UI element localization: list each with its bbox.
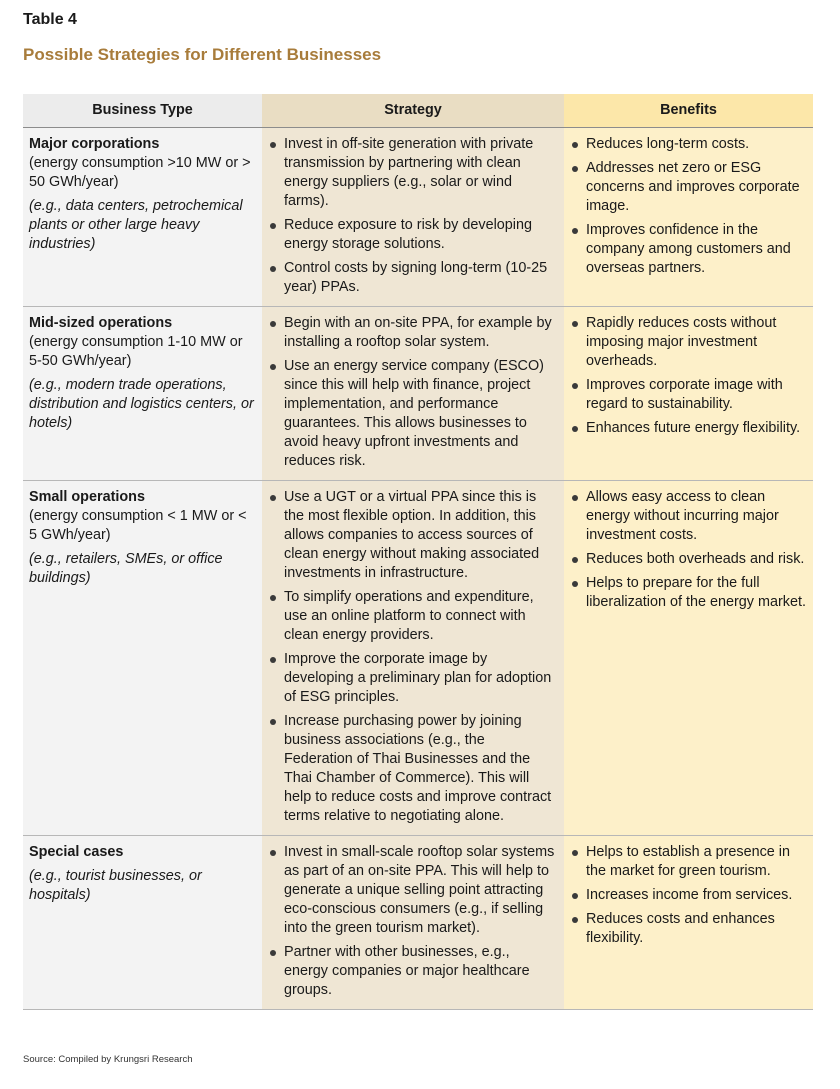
table-row	[23, 836, 813, 1010]
benefits-cell	[564, 836, 813, 1010]
strategy-list	[268, 488, 556, 826]
list-item	[570, 376, 809, 414]
bullet-icon	[270, 142, 276, 148]
strategy-text: Invest in small-scale rooftop solar systems as part of an on-site PPA. This will help to generate a unique selling point attracting eco-conscious consumers (e.g., if selling into the green tourism market).	[284, 844, 555, 936]
benefits-cell	[564, 128, 813, 307]
benefits-list	[570, 135, 809, 278]
strategy-text: Improve the corporate image by developing a preliminary plan for adoption of ESG principles.	[284, 651, 552, 705]
list-item	[268, 488, 556, 583]
bullet-icon	[270, 364, 276, 370]
strategy-text: Invest in off-site generation with private transmission by partnering with clean energy suppliers (e.g., solar or wind farms).	[284, 136, 534, 209]
benefits-cell	[564, 481, 813, 836]
list-item	[570, 550, 809, 569]
business-range: (energy consumption >10 MW or > 50 GWh/year)	[29, 155, 251, 190]
business-type-cell	[23, 128, 262, 307]
header-business-type: Business Type	[23, 94, 262, 128]
list-item	[268, 943, 556, 1000]
benefit-text: Reduces both overheads and risk.	[586, 551, 805, 567]
bullet-icon	[270, 495, 276, 501]
business-examples: (e.g., data centers, petrochemical plants or other large heavy industries)	[29, 198, 243, 252]
strategies-table	[23, 94, 813, 1010]
benefit-text: Increases income from services.	[586, 887, 793, 903]
bullet-icon	[572, 850, 578, 856]
bullet-icon	[572, 166, 578, 172]
list-item	[268, 357, 556, 471]
benefit-text: Reduces costs and enhances flexibility.	[586, 911, 775, 946]
strategy-text: Increase purchasing power by joining business associations (e.g., the Federation of Thai Businesses and the Thai Chamber of Commerce). This will help to reduce costs and improve contract terms relative to negotiating alone.	[284, 713, 552, 824]
strategy-cell	[262, 836, 564, 1010]
strategy-text: Begin with an on-site PPA, for example by installing a rooftop solar system.	[284, 315, 552, 350]
business-range: (energy consumption < 1 MW or < 5 GWh/year)	[29, 508, 247, 543]
header-benefits: Benefits	[564, 94, 813, 128]
list-item	[268, 650, 556, 707]
table-row	[23, 481, 813, 836]
strategy-text: To simplify operations and expenditure, use an online platform to connect with clean energy providers.	[284, 589, 534, 643]
bullet-icon	[572, 228, 578, 234]
bullet-icon	[572, 917, 578, 923]
business-type-cell	[23, 481, 262, 836]
benefit-text: Helps to establish a presence in the market for green tourism.	[586, 844, 790, 879]
source-note: Source: Compiled by Krungsri Research	[23, 1054, 193, 1065]
strategy-text: Use an energy service company (ESCO) since this will help with finance, project implementation, and performance guarantees. This allows businesses to avoid heavy upfront investments and reduces risk.	[284, 358, 544, 469]
bullet-icon	[270, 850, 276, 856]
strategy-cell	[262, 481, 564, 836]
bullet-icon	[572, 426, 578, 432]
strategy-list	[268, 135, 556, 297]
list-item	[268, 843, 556, 938]
strategy-cell	[262, 307, 564, 481]
benefit-text: Rapidly reduces costs without imposing major investment overheads.	[586, 315, 777, 369]
list-item	[268, 314, 556, 352]
list-item	[570, 910, 809, 948]
table-label: Table 4	[23, 11, 77, 28]
benefit-text: Enhances future energy flexibility.	[586, 420, 801, 436]
bullet-icon	[270, 321, 276, 327]
bullet-icon	[572, 383, 578, 389]
business-type-cell	[23, 836, 262, 1010]
business-range: (energy consumption 1-10 MW or 5-50 GWh/year)	[29, 334, 243, 369]
business-examples: (e.g., retailers, SMEs, or office buildings)	[29, 551, 223, 586]
list-item	[268, 135, 556, 211]
bullet-icon	[270, 223, 276, 229]
bullet-icon	[572, 557, 578, 563]
bullet-icon	[572, 495, 578, 501]
benefits-list	[570, 488, 809, 612]
strategy-text: Use a UGT or a virtual PPA since this is the most flexible option. In addition, this allows companies to access sources of clean energy without making associated investments in infrastructure.	[284, 489, 540, 581]
list-item	[570, 419, 809, 438]
benefits-list	[570, 843, 809, 948]
bullet-icon	[270, 657, 276, 663]
list-item	[570, 886, 809, 905]
header-strategy: Strategy	[262, 94, 564, 128]
table-row	[23, 128, 813, 307]
benefit-text: Helps to prepare for the full liberalization of the energy market.	[586, 575, 806, 610]
strategy-cell	[262, 128, 564, 307]
benefits-list	[570, 314, 809, 438]
business-examples: (e.g., modern trade operations, distribution and logistics centers, or hotels)	[29, 377, 254, 431]
list-item	[268, 712, 556, 826]
list-item	[268, 216, 556, 254]
list-item	[570, 314, 809, 371]
strategy-list	[268, 843, 556, 1000]
bullet-icon	[270, 266, 276, 272]
list-item	[570, 843, 809, 881]
list-item	[570, 574, 809, 612]
benefit-text: Improves corporate image with regard to sustainability.	[586, 377, 783, 412]
business-title: Major corporations	[29, 136, 160, 152]
bullet-icon	[270, 719, 276, 725]
bullet-icon	[270, 595, 276, 601]
list-item	[268, 259, 556, 297]
strategy-text: Control costs by signing long-term (10-25 year) PPAs.	[284, 260, 548, 295]
strategy-list	[268, 314, 556, 471]
bullet-icon	[572, 142, 578, 148]
table-title: Possible Strategies for Different Businesses	[23, 45, 382, 64]
table-row	[23, 307, 813, 481]
list-item	[570, 221, 809, 278]
bullet-icon	[572, 893, 578, 899]
business-examples: (e.g., tourist businesses, or hospitals)	[29, 868, 202, 903]
list-item	[570, 488, 809, 545]
strategy-text: Reduce exposure to risk by developing energy storage solutions.	[284, 217, 532, 252]
business-title: Special cases	[29, 844, 124, 860]
business-type-cell	[23, 307, 262, 481]
list-item	[268, 588, 556, 645]
bullet-icon	[572, 581, 578, 587]
bullet-icon	[572, 321, 578, 327]
benefit-text: Reduces long-term costs.	[586, 136, 750, 152]
list-item	[570, 159, 809, 216]
bullet-icon	[270, 950, 276, 956]
list-item	[570, 135, 809, 154]
business-title: Small operations	[29, 489, 145, 505]
header-row	[23, 94, 813, 128]
benefit-text: Improves confidence in the company among customers and overseas partners.	[586, 222, 791, 276]
business-title: Mid-sized operations	[29, 315, 173, 331]
benefit-text: Addresses net zero or ESG concerns and improves corporate image.	[586, 160, 800, 214]
benefit-text: Allows easy access to clean energy without incurring major investment costs.	[586, 489, 779, 543]
strategy-text: Partner with other businesses, e.g., energy companies or major healthcare groups.	[284, 944, 530, 998]
benefits-cell	[564, 307, 813, 481]
